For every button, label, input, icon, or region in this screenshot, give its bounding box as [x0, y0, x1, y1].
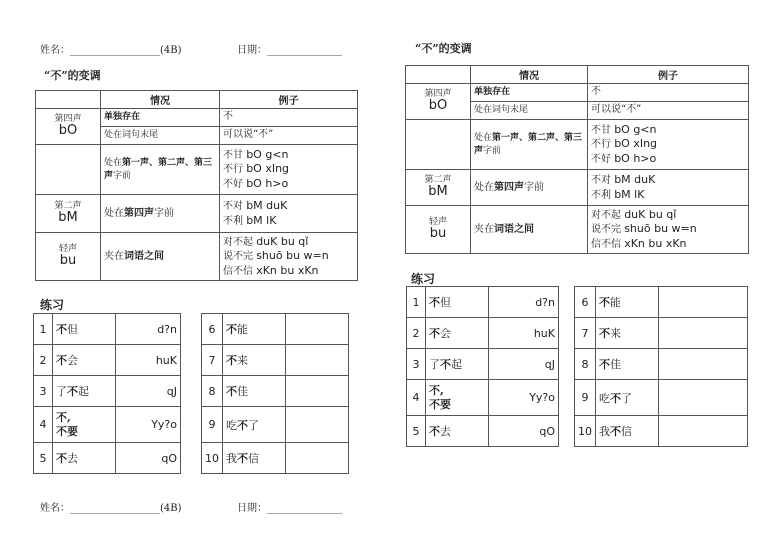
- rules-table-right: [405, 65, 749, 254]
- practice-row: 5 不去 qO: [407, 416, 559, 447]
- situation-cell: 处在第四声字前: [471, 170, 588, 206]
- example-cell: 不对 bM duK 不利 bM lK: [220, 195, 358, 233]
- situation-cell: 处在词句末尾: [471, 102, 588, 120]
- practice-row: 1 不但 d?n: [34, 314, 181, 345]
- example-cell: 不: [220, 109, 358, 127]
- practice-row: 8 不佳: [575, 349, 748, 380]
- practice-row: 8 不佳: [202, 376, 349, 407]
- practice-row: 7 不来: [575, 318, 748, 349]
- answer-cell[interactable]: Yy?o: [489, 380, 559, 416]
- practice-row: 2 不会 huK: [407, 318, 559, 349]
- answer-cell[interactable]: huK: [116, 345, 181, 376]
- practice-table-right-1: [406, 286, 559, 447]
- practice-row: 4 不, 不要 Yy?o: [407, 380, 559, 416]
- situation-cell: 处在第四声字前: [101, 195, 220, 233]
- tone-cell: 第二声 bM: [406, 170, 471, 206]
- answer-cell[interactable]: [286, 443, 349, 474]
- situation-cell: 单独存在: [471, 84, 588, 102]
- tone-header: [406, 66, 471, 84]
- situation-header: 情况: [101, 91, 220, 109]
- answer-cell[interactable]: [659, 349, 748, 380]
- example-header: 例子: [220, 91, 358, 109]
- answer-cell[interactable]: d?n: [489, 287, 559, 318]
- tone-cell: [36, 145, 101, 195]
- example-cell: 不甘 bO g<n 不行 bO xIng 不好 bO h>o: [588, 120, 749, 170]
- rules-table: [35, 90, 358, 281]
- situation-cell: 单独存在: [101, 109, 220, 127]
- answer-cell[interactable]: qO: [489, 416, 559, 447]
- practice-table-left: [33, 313, 181, 474]
- example-cell: 对不起 duK bu qǐ 说不完 shuō bu w=n 信不信 xKn bu xKn: [220, 233, 358, 281]
- practice-row: 10 我不信: [575, 416, 748, 447]
- tone-cell: 第四声 bO: [36, 109, 101, 145]
- practice-row: 10 我不信: [202, 443, 349, 474]
- example-cell: 不甘 bO g<n 不行 bO xIng 不好 bO h>o: [220, 145, 358, 195]
- example-cell: 可以说“不”: [588, 102, 749, 120]
- practice-table-right-2: [574, 286, 748, 447]
- practice-row: 4 不, 不要 Yy?o: [34, 407, 181, 443]
- practice-row: 3 了不起 qJ: [34, 376, 181, 407]
- answer-cell[interactable]: [286, 345, 349, 376]
- section-title-right: “不”的变调: [415, 42, 472, 55]
- tone-header: [36, 91, 101, 109]
- practice-row: 1 不但 d?n: [407, 287, 559, 318]
- practice-title: 练习: [40, 298, 65, 312]
- practice-row: 6 不能: [575, 287, 748, 318]
- answer-cell[interactable]: huK: [489, 318, 559, 349]
- practice-table-right: [201, 313, 349, 474]
- tone-cell: [406, 120, 471, 170]
- example-header: 例子: [588, 66, 749, 84]
- date-label: 日期：: [237, 45, 267, 56]
- situation-header: 情况: [471, 66, 588, 84]
- answer-cell[interactable]: [659, 380, 748, 416]
- situation-cell: 处在词句末尾: [101, 127, 220, 145]
- answer-cell[interactable]: [286, 314, 349, 345]
- date-line[interactable]: _______________: [267, 45, 342, 56]
- name-line[interactable]: __________________: [70, 45, 160, 56]
- situation-cell: 处在第一声、第二声、第三声字前: [101, 145, 220, 195]
- situation-cell: 处在第一声、第二声、第三声字前: [471, 120, 588, 170]
- example-cell: 对不起 duK bu qǐ 说不完 shuō bu w=n 信不信 xKn bu xKn: [588, 206, 749, 254]
- name-field[interactable]: [40, 41, 182, 56]
- example-cell: 不对 bM duK 不利 bM lK: [588, 170, 749, 206]
- answer-cell[interactable]: qJ: [489, 349, 559, 380]
- name-label: 姓名：: [40, 45, 70, 56]
- answer-cell[interactable]: [659, 318, 748, 349]
- tone-cell: 第二声 bM: [36, 195, 101, 233]
- example-cell: 不: [588, 84, 749, 102]
- example-cell: 可以说“不”: [220, 127, 358, 145]
- name-field-bottom[interactable]: 姓名：__________________(4B): [40, 503, 182, 514]
- situation-cell: 夹在词语之间: [101, 233, 220, 281]
- class-label: (4B): [160, 45, 182, 56]
- tone-cell: 轻声 bu: [36, 233, 101, 281]
- date-field-bottom[interactable]: 日期：_______________: [237, 503, 342, 514]
- practice-row: 5 不去 qO: [34, 443, 181, 474]
- practice-title-right: 练习: [411, 272, 436, 286]
- date-field[interactable]: [237, 41, 342, 56]
- answer-cell[interactable]: Yy?o: [116, 407, 181, 443]
- answer-cell[interactable]: [659, 287, 748, 318]
- answer-cell[interactable]: d?n: [116, 314, 181, 345]
- answer-cell[interactable]: [659, 416, 748, 447]
- practice-row: 2 不会 huK: [34, 345, 181, 376]
- answer-cell[interactable]: qJ: [116, 376, 181, 407]
- practice-row: 7 不来: [202, 345, 349, 376]
- answer-cell[interactable]: [286, 407, 349, 443]
- situation-cell: 夹在词语之间: [471, 206, 588, 254]
- practice-row: 9 吃不了: [575, 380, 748, 416]
- practice-row: 6 不能: [202, 314, 349, 345]
- practice-row: 9 吃不了: [202, 407, 349, 443]
- tone-cell: 轻声 bu: [406, 206, 471, 254]
- answer-cell[interactable]: qO: [116, 443, 181, 474]
- practice-row: 3 了不起 qJ: [407, 349, 559, 380]
- tone-cell: 第四声 bO: [406, 84, 471, 120]
- answer-cell[interactable]: [286, 376, 349, 407]
- section-title: “不”的变调: [44, 69, 101, 82]
